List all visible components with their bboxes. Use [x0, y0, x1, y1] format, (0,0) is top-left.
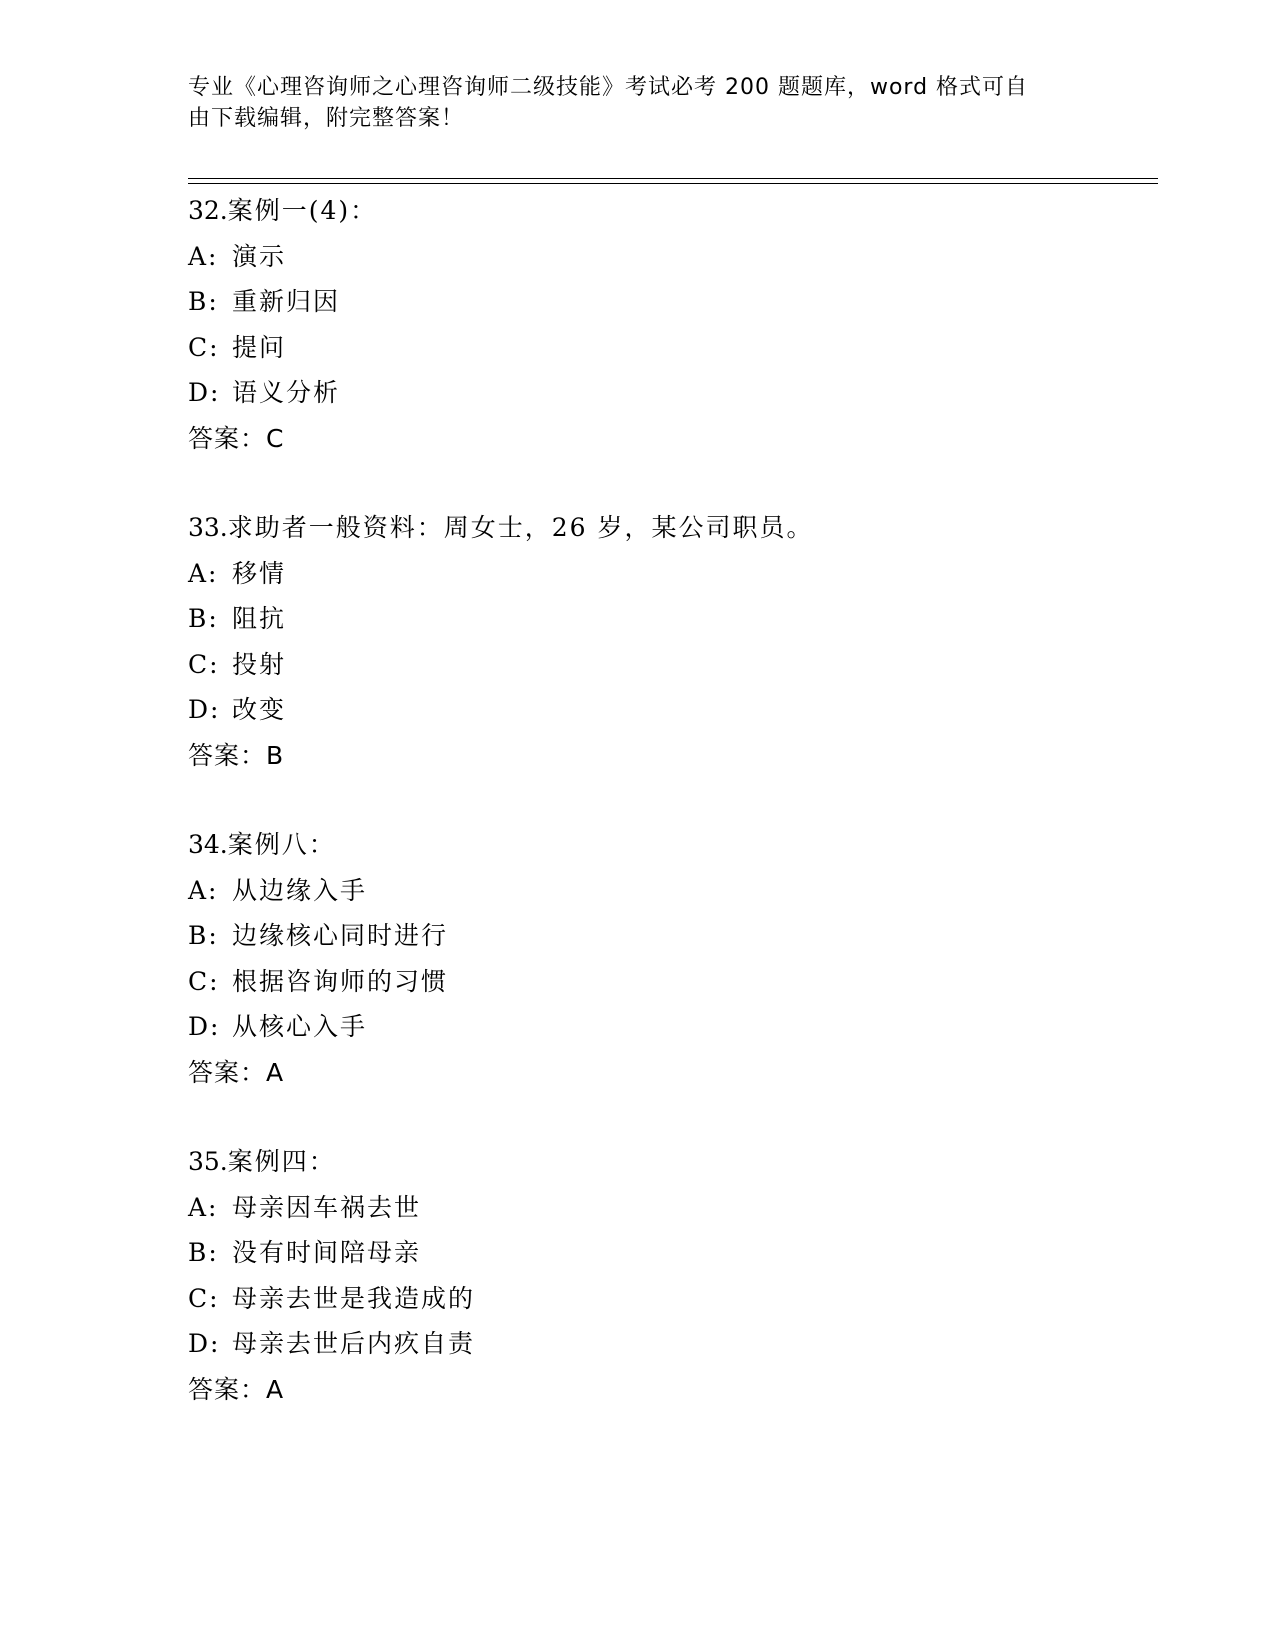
option-a — [188, 868, 1158, 914]
question-text: 案例四： — [227, 1147, 336, 1176]
header-line-1: 专业《心理咨询师之心理咨询师二级技能》考试必考 200 题题库，word 格式可自 — [188, 75, 1029, 100]
option-key: D: — [188, 378, 221, 407]
option-text: 移情 — [232, 558, 287, 588]
question-number: 33. — [188, 513, 228, 542]
option-key: D: — [188, 695, 221, 724]
option-text: 没有时间陪母亲 — [232, 1238, 422, 1267]
option-text: 提问 — [232, 332, 287, 362]
question-number: 32. — [188, 196, 228, 225]
option-key: D: — [188, 1329, 221, 1358]
option-text: 阻抗 — [232, 604, 287, 633]
option-key: B: — [188, 921, 219, 950]
option-c — [188, 959, 1158, 1005]
question-block — [188, 188, 1158, 461]
option-text: 从核心入手 — [232, 1012, 368, 1041]
option-text: 母亲去世后内疚自责 — [232, 1329, 476, 1358]
question-stem — [188, 188, 1158, 234]
option-a — [188, 234, 1158, 280]
option-a — [188, 1185, 1158, 1231]
option-key: B: — [188, 1238, 219, 1267]
answer-line: 答案：A — [188, 1374, 285, 1404]
question-block — [188, 822, 1158, 1095]
question-number: 35. — [188, 1147, 228, 1176]
option-d — [188, 1004, 1158, 1050]
option-b — [188, 1230, 1158, 1276]
question-list — [188, 188, 1158, 1456]
option-key: C: — [188, 332, 220, 362]
header-divider-bottom — [188, 183, 1158, 184]
option-b — [188, 596, 1158, 642]
question-text: 求助者一般资料：周女士，26 岁，某公司职员。 — [227, 513, 814, 542]
option-c — [188, 642, 1158, 688]
option-key: D: — [188, 1012, 221, 1041]
option-c — [188, 325, 1158, 371]
option-text: 演示 — [232, 241, 287, 271]
option-key: A: — [188, 875, 219, 905]
option-key: A: — [188, 241, 219, 271]
option-key: C: — [188, 966, 220, 996]
option-key: C: — [188, 1283, 220, 1313]
question-stem — [188, 1139, 1158, 1185]
question-text: 案例八： — [227, 830, 336, 859]
option-text: 从边缘入手 — [232, 875, 368, 905]
option-text: 母亲因车祸去世 — [232, 1192, 422, 1222]
question-number: 34. — [188, 830, 228, 859]
question-stem — [188, 505, 1158, 551]
option-key: A: — [188, 558, 219, 588]
document-header — [188, 72, 1088, 134]
option-key: C: — [188, 649, 220, 679]
option-text: 边缘核心同时进行 — [232, 921, 449, 950]
option-key: B: — [188, 604, 219, 633]
option-d — [188, 1321, 1158, 1367]
option-text: 投射 — [232, 649, 287, 679]
option-text: 根据咨询师的习惯 — [232, 966, 449, 996]
option-b — [188, 913, 1158, 959]
option-d — [188, 370, 1158, 416]
header-divider-top — [188, 178, 1158, 179]
option-key: B: — [188, 287, 219, 316]
option-text: 重新归因 — [232, 287, 341, 316]
option-a — [188, 551, 1158, 597]
option-text: 母亲去世是我造成的 — [232, 1283, 476, 1313]
option-text: 语义分析 — [232, 378, 341, 407]
question-stem — [188, 822, 1158, 868]
answer-line: 答案：B — [188, 740, 285, 770]
answer-line: 答案：C — [188, 423, 285, 453]
header-line-2: 由下载编辑，附完整答案！ — [188, 106, 465, 131]
option-text: 改变 — [232, 695, 287, 724]
question-text: 案例一(4)： — [227, 196, 378, 225]
answer-line: 答案：A — [188, 1057, 285, 1087]
question-block — [188, 1139, 1158, 1412]
question-block — [188, 505, 1158, 778]
option-b — [188, 279, 1158, 325]
option-c — [188, 1276, 1158, 1322]
option-d — [188, 687, 1158, 733]
option-key: A: — [188, 1192, 219, 1222]
